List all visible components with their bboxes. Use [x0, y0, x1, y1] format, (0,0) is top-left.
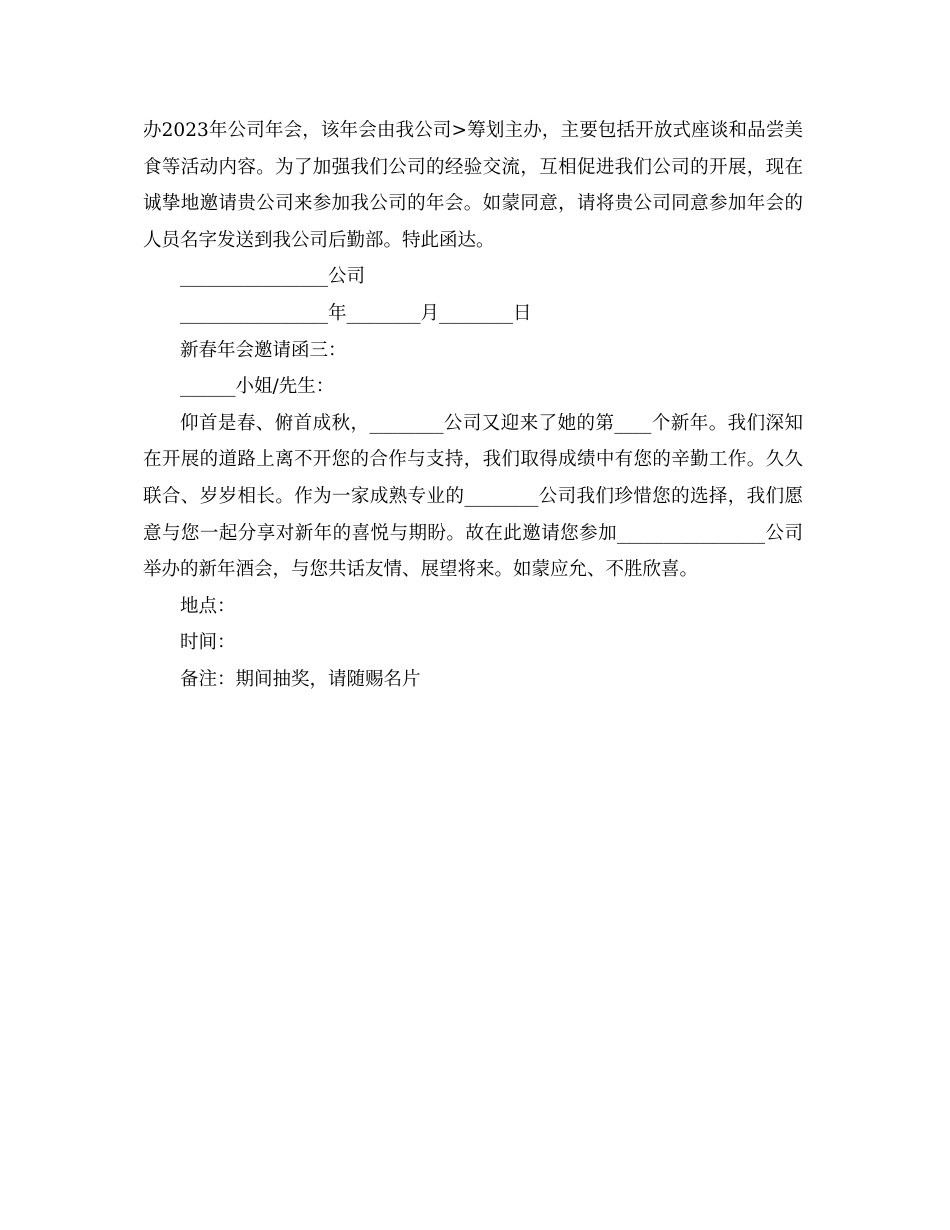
signature-date-line: ________________年________月________日	[180, 302, 532, 324]
location-label: 地点：	[180, 595, 236, 617]
document-body	[143, 113, 803, 699]
time-label: 时间：	[180, 632, 236, 654]
invitation-paragraph-main: 仰首是春、俯首成秋，________公司又迎来了她的第____个新年。我们深知在开展的道路上离不开您的合作与支持，我们取得成绩中有您的辛勤工作。久久联合、岁岁相长。作为一家成熟专业的________公司我们珍惜您的选择，我们愿意与您一起分享对新年的喜悦与期盼。故在此邀请您参加________________公司举办的新年酒会，与您共话友情、展望将来。如蒙应允、不胜欣喜。	[143, 412, 803, 581]
note-line: 备注：期间抽奖，请随赐名片	[180, 668, 421, 690]
letter-three-title: 新春年会邀请函三：	[180, 339, 347, 361]
invitation-paragraph-continued: 办2023年公司年会，该年会由我公司>筹划主办，主要包括开放式座谈和品尝美食等活动内容。为了加强我们公司的经验交流，互相促进我们公司的开展，现在诚挚地邀请贵公司来参加我公司的年会。如蒙同意，请将贵公司同意参加年会的人员名字发送到我公司后勤部。特此函达。	[143, 120, 803, 251]
signature-company-line: ________________公司	[180, 266, 366, 288]
salutation-line: ______小姐/先生：	[180, 376, 335, 398]
